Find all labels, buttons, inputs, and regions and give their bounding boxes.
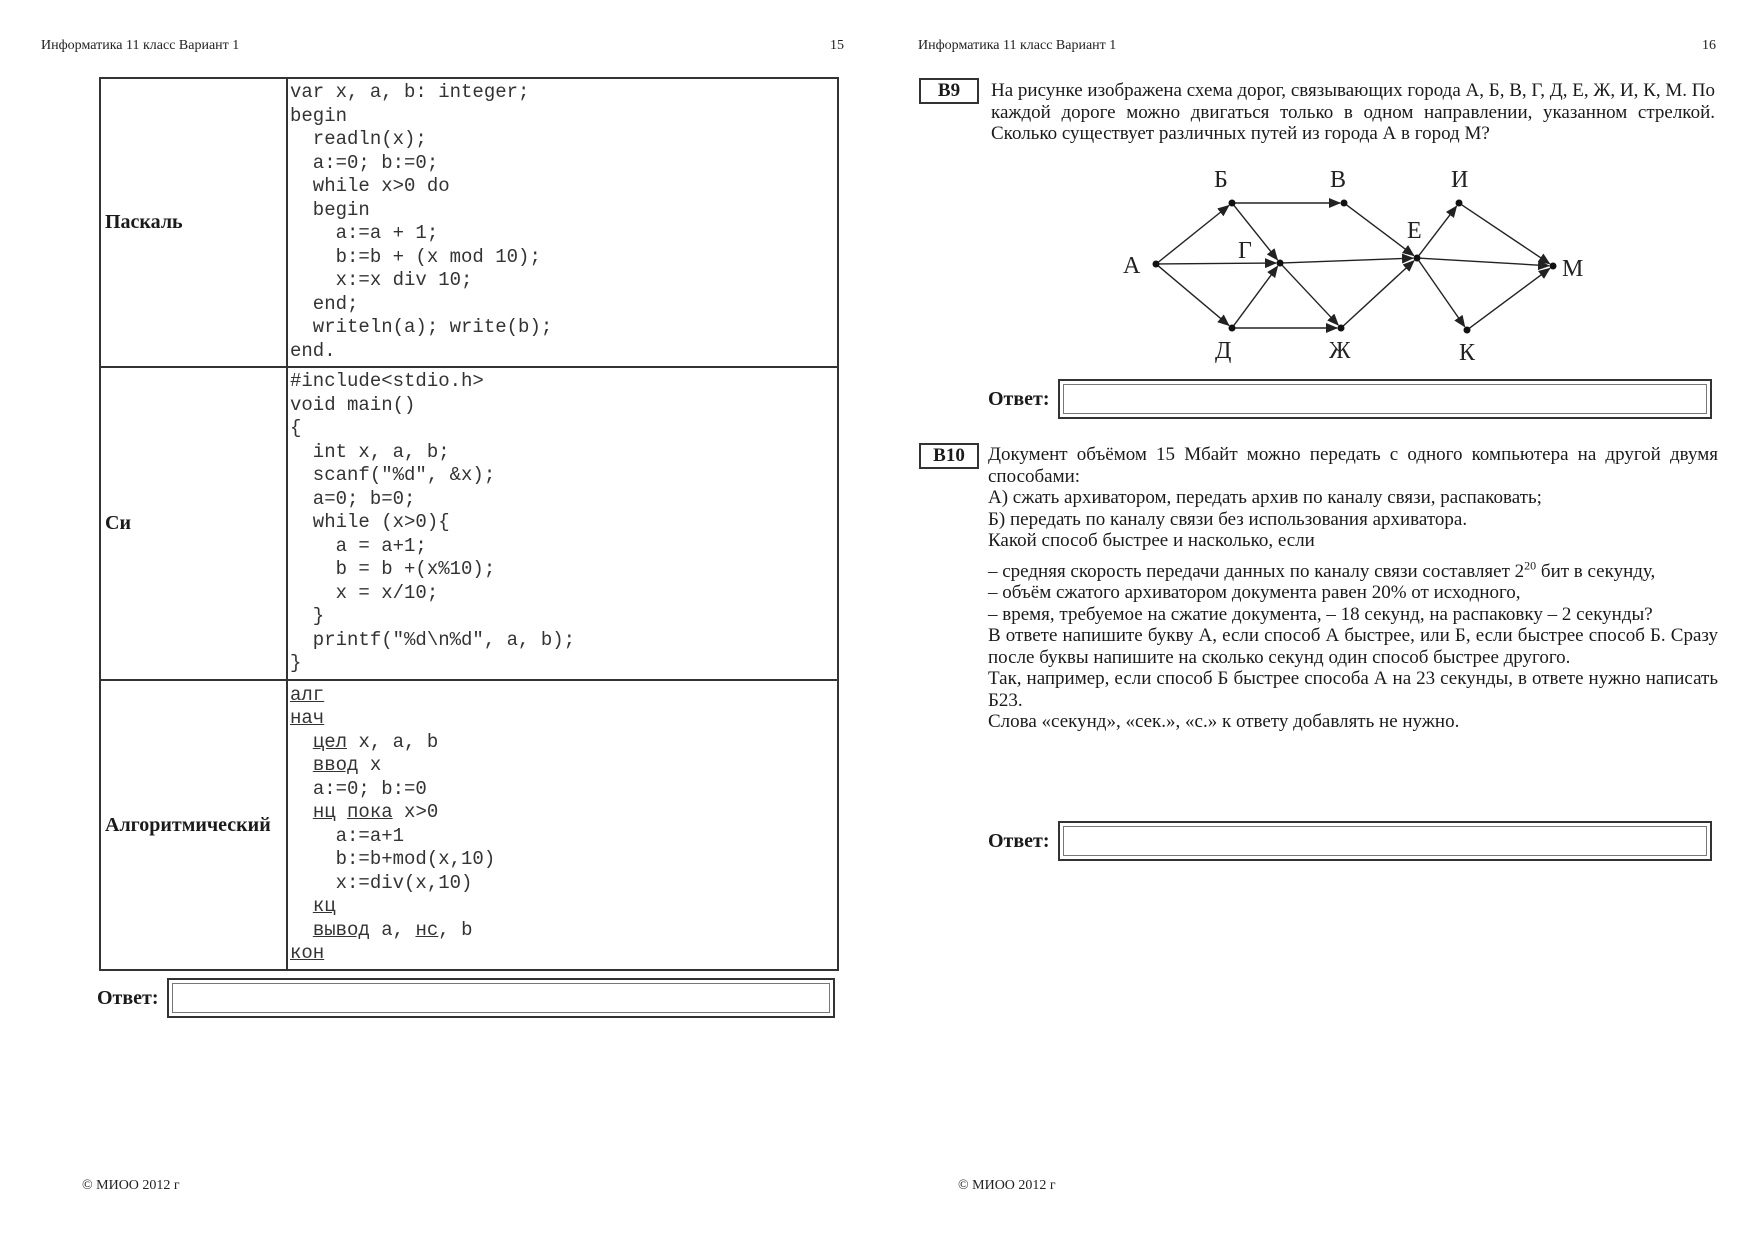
road-Е-К [1419, 260, 1465, 326]
b10-p7: – время, требуемое на сжатие документа, – 18 секунд, на распаковку – 2 секунды? [988, 603, 1653, 625]
left-answer-box[interactable] [167, 978, 835, 1018]
city-node-К [1464, 327, 1471, 334]
b10-p8: В ответе напишите букву А, если способ А быстрее, или Б, если быстрее способ Б. Сразу после буквы напишите на сколько секунд один способ быстрее другого. [988, 625, 1718, 668]
city-label-К: К [1459, 340, 1476, 366]
right-page-number: 16 [1702, 38, 1716, 53]
right-header-title: Информатика 11 класс Вариант 1 [918, 38, 1117, 53]
city-node-М [1550, 263, 1557, 270]
c-code: #include<stdio.h> void main() { int x, a, b; scanf("%d", &x); a=0; b=0; while (x>0){ a = a+1; b = b +(x%10); x = x/10; } printf("%d\n%d", a, b); } [290, 370, 576, 675]
b9-answer-row [988, 379, 1712, 419]
city-label-А: А [1123, 253, 1141, 279]
road-Е-М [1420, 258, 1549, 266]
b10-p2: А) сжать архиватором, передать архив по каналу связи, распаковать; [988, 487, 1542, 508]
city-label-Ж: Ж [1329, 338, 1351, 364]
road-В-Е [1346, 205, 1413, 256]
lang-c: Си [100, 367, 287, 680]
city-label-Д: Д [1215, 338, 1232, 364]
city-node-Д [1229, 325, 1236, 332]
city-node-Б [1229, 200, 1236, 207]
kw-poka: пока [347, 801, 393, 823]
kw-nts: нц [312, 801, 336, 823]
road-И-М [1461, 205, 1549, 264]
city-node-Ж [1338, 325, 1345, 332]
city-label-Б: Б [1214, 167, 1228, 193]
road-Г-Е [1283, 258, 1413, 263]
b10-p4: Какой способ быстрее и насколько, если [988, 530, 1315, 551]
left-footer: © МИОО 2012 г [82, 1178, 180, 1193]
b10-p6: – объём сжатого архиватором документа равен 20% от исходного, [988, 582, 1521, 603]
city-label-М: М [1562, 256, 1584, 282]
road-А-Д [1158, 266, 1229, 325]
kw-kon: кон [290, 942, 325, 964]
lang-algorithmic: Алгоритмический [100, 680, 287, 970]
b10-p10: Слова «секунд», «сек.», «с.» к ответу добавлять не нужно. [988, 711, 1460, 732]
pascal-code: var x, a, b: integer; begin readln(x); a:=0; b:=0; while x>0 do begin a:=a + 1; b:=b + (x mod 10); x:=x div 10; end; writeln(a); write(b); end. [290, 81, 553, 362]
task-b10-text [988, 444, 1718, 733]
kw-ns: нс [415, 918, 439, 941]
b10-p5: – средняя скорость передачи данных по каналу связи составляет $2^{20}$ бит в секунду, [988, 558, 1656, 582]
left-header-title: Информатика 11 класс Вариант 1 [41, 38, 240, 53]
road-graph [1110, 165, 1590, 375]
road-А-Г [1159, 263, 1276, 264]
kw-alg: алг [290, 683, 325, 706]
city-node-Е [1414, 255, 1421, 262]
city-label-В: В [1330, 167, 1347, 193]
task-b10-label: B10 [919, 443, 979, 469]
city-label-Г: Г [1238, 238, 1252, 264]
road-Е-И [1419, 206, 1457, 255]
b9-answer-label: Ответ: [988, 387, 1050, 410]
algorithmic-code: алг нач цел x, a, b ввод x a:=0; b:=0 нц пока x>0 a:=a+1 b:=b+mod(x,10) x:=div(x,10) кц вывод a, нс, b кон [290, 683, 496, 964]
b10-p3: Б) передать по каналу связи без использования архиватора. [988, 508, 1468, 530]
b9-answer-box[interactable] [1058, 379, 1712, 419]
kw-tsel: цел [312, 730, 348, 753]
road-Ж-Е [1343, 261, 1414, 326]
city-node-Г [1277, 260, 1284, 267]
left-answer-row [97, 978, 835, 1018]
road-Г-Ж [1282, 265, 1338, 325]
b10-answer-row [988, 821, 1712, 861]
kw-vvod: ввод [312, 754, 359, 776]
pascal-row [100, 78, 838, 367]
city-node-А [1153, 261, 1160, 268]
b10-answer-label: Ответ: [988, 829, 1050, 852]
kw-vyvod: вывод [312, 918, 370, 941]
city-node-В [1341, 200, 1348, 207]
task-b9-label: B9 [919, 78, 979, 104]
road-К-М [1469, 268, 1549, 328]
city-node-И [1456, 200, 1463, 207]
kw-kts: кц [312, 895, 336, 917]
lang-pascal: Паскаль [100, 78, 287, 367]
left-answer-label: Ответ: [97, 986, 159, 1009]
b10-p1: Документ объёмом 15 Мбайт можно передать с одного компьютера на другой двумя способами: [988, 444, 1718, 487]
task-b9-text: На рисунке изображена схема дорог, связывающих города А, Б, В, Г, Д, Е, Ж, И, К, М. По каждой дороге можно двигаться только в одном направлении, указанном стрелкой. Сколько существует различных путей из города А в город М? [991, 80, 1715, 144]
right-footer: © МИОО 2012 г [958, 1178, 1056, 1193]
city-label-Е: Е [1407, 218, 1422, 244]
b10-answer-box[interactable] [1058, 821, 1712, 861]
c-row [100, 367, 838, 680]
road-Д-Г [1234, 266, 1278, 325]
city-label-И: И [1451, 167, 1469, 193]
b10-p9: Так, например, если способ Б быстрее способа А на 23 секунды, в ответе нужно написать Б23. [988, 668, 1718, 711]
kw-nach: нач [290, 707, 325, 729]
left-page-number: 15 [830, 38, 844, 53]
algorithmic-row [100, 680, 838, 970]
code-table [99, 77, 839, 971]
road-А-Б [1158, 206, 1229, 263]
